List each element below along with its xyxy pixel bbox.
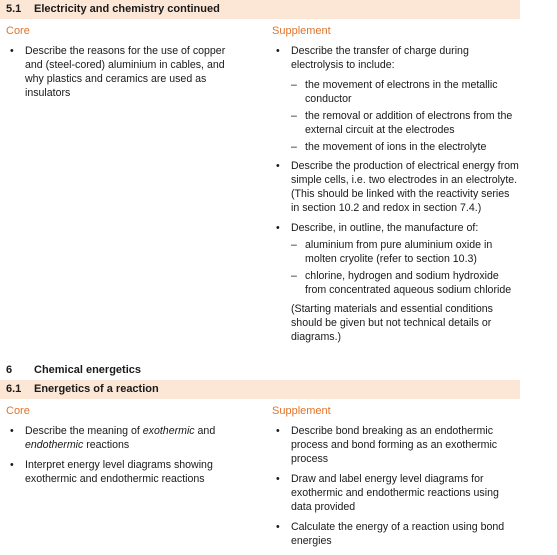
core-column bbox=[9, 44, 241, 106]
sub-item: – the movement of ions in the electrolyte bbox=[275, 140, 520, 154]
section-number: 6.1 bbox=[6, 383, 22, 395]
core-bullet: • Describe the meaning of exothermic and endothermic reactions bbox=[9, 424, 241, 452]
sub-item: – aluminium from pure aluminium oxide in molten cryolite (refer to section 10.3) bbox=[275, 238, 520, 266]
supplement-bullet: • Draw and label energy level diagrams for exothermic and endothermic reactions using data provided bbox=[275, 472, 520, 514]
supplement-bullet: • Describe bond breaking as an endothermic process and bond forming as an exothermic process bbox=[275, 424, 520, 466]
sub-item: – the movement of electrons in the metallic conductor bbox=[275, 78, 520, 106]
section-title: Electricity and chemistry continued bbox=[34, 3, 220, 15]
section-number: 6 bbox=[6, 364, 13, 376]
supplement-bullet: • Describe the transfer of charge during electrolysis to include: bbox=[275, 44, 520, 72]
term-exothermic: exothermic bbox=[142, 425, 195, 437]
core-bullet: • Interpret energy level diagrams showing exothermic and endothermic reactions bbox=[9, 458, 241, 486]
supplement-bullet: • Describe the production of electrical energy from simple cells, i.e. two electrodes in an electrolyte. (This should be linked with the reactivity series in section 10.2 and redox in section 7.4.) bbox=[275, 159, 520, 215]
section-title: Chemical energetics bbox=[34, 364, 141, 376]
core-heading: Core bbox=[6, 405, 30, 417]
supplement-heading: Supplement bbox=[272, 405, 331, 417]
sub-item: – the removal or addition of electrons from the external circuit at the electrodes bbox=[275, 109, 520, 137]
section-5-1-header bbox=[0, 0, 520, 19]
section-title: Energetics of a reaction bbox=[34, 383, 159, 395]
section-6-heading bbox=[0, 362, 141, 378]
supplement-heading: Supplement bbox=[272, 25, 331, 37]
supplement-bullet: • Calculate the energy of a reaction using bond energies bbox=[275, 520, 520, 548]
core-column bbox=[9, 424, 241, 492]
note-text: (Starting materials and essential conditions should be given but not technical details or diagrams.) bbox=[291, 303, 493, 343]
term-endothermic: endothermic bbox=[25, 439, 84, 451]
section-number: 5.1 bbox=[6, 3, 22, 15]
sub-item: – chlorine, hydrogen and sodium hydroxide from concentrated aqueous sodium chloride bbox=[275, 269, 520, 297]
core-bullet: • Describe the reasons for the use of copper and (steel-cored) aluminium in cables, and why plastics and ceramics are used as insulators bbox=[9, 44, 241, 100]
supplement-bullet: • Describe, in outline, the manufacture of: bbox=[275, 221, 520, 235]
section-6-1-header bbox=[0, 380, 520, 399]
supplement-column bbox=[275, 44, 520, 344]
core-heading: Core bbox=[6, 25, 30, 37]
supplement-column bbox=[275, 424, 520, 554]
